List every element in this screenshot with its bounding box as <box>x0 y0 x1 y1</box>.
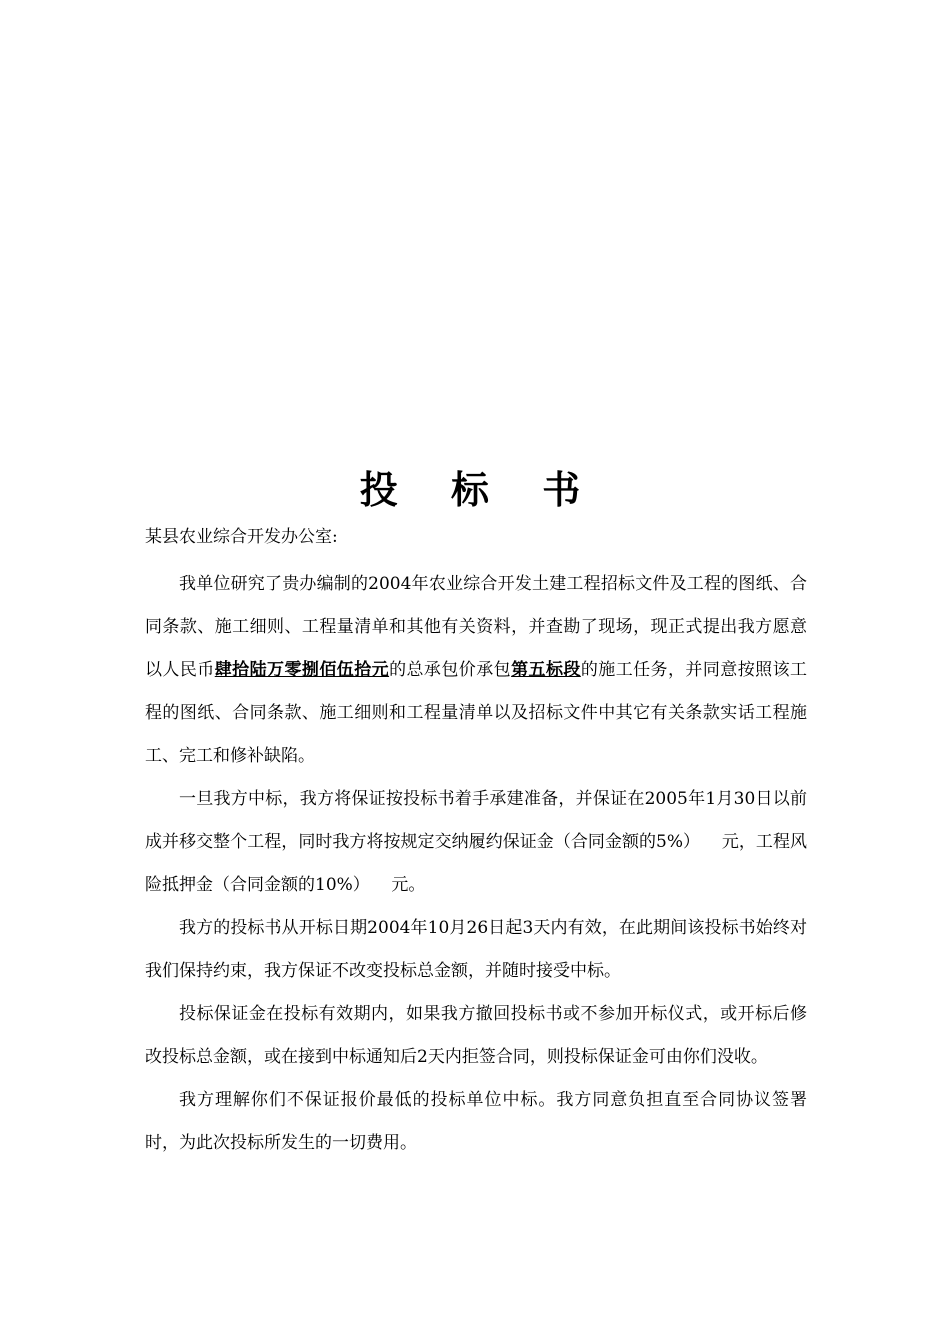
document-body <box>145 563 807 1165</box>
paragraph-text: 的总承包价承包 <box>389 660 512 680</box>
paragraph-costs: 我方理解你们不保证报价最低的投标单位中标。我方同意负担直至合同协议签署时，为此次投标所发生的一切费用。 <box>145 1090 807 1153</box>
paragraph-bid-bond: 投标保证金在投标有效期内，如果我方撤回投标书或不参加开标仪式，或开标后修改投标总金额，或在接到中标通知后2天内拒签合同，则投标保证金可由你们没收。 <box>145 1004 807 1067</box>
paragraph-text: 我单位研究了贵办编制的2004年农业综合开发土建工程招标文件及工程的图纸、合同条款、施工细则、工程量清单和其他有关资料，并查勘了现场，现正式提出我方愿意以人民币 <box>145 574 807 680</box>
paragraph-text: 的施工任务，并同意按照该工程的图纸、合同条款、施工细则和工程量清单以及招标文件中其它有关条款实话工程施工、完工和修补缺陷。 <box>145 660 808 766</box>
document-title: 投 标 书 <box>359 468 601 512</box>
paragraph-validity: 我方的投标书从开标日期2004年10月26日起3天内有效，在此期间该投标书始终对我们保持约束，我方保证不改变投标总金额，并随时接受中标。 <box>145 918 807 981</box>
paragraph-completion: 一旦我方中标，我方将保证按投标书着手承建准备，并保证在2005年1月30日以前成并移交整个工程，同时我方将按规定交纳履约保证金（合同金额的5%） 元，工程风险抵押金（合同金额的10%） 元。 <box>145 789 807 895</box>
salutation: 某县农业综合开发办公室: <box>145 527 338 547</box>
paragraph-bid-offer <box>145 563 807 778</box>
bid-amount: 肆拾陆万零捌佰伍拾元 <box>214 660 390 680</box>
bid-section: 第五标段 <box>511 660 581 680</box>
